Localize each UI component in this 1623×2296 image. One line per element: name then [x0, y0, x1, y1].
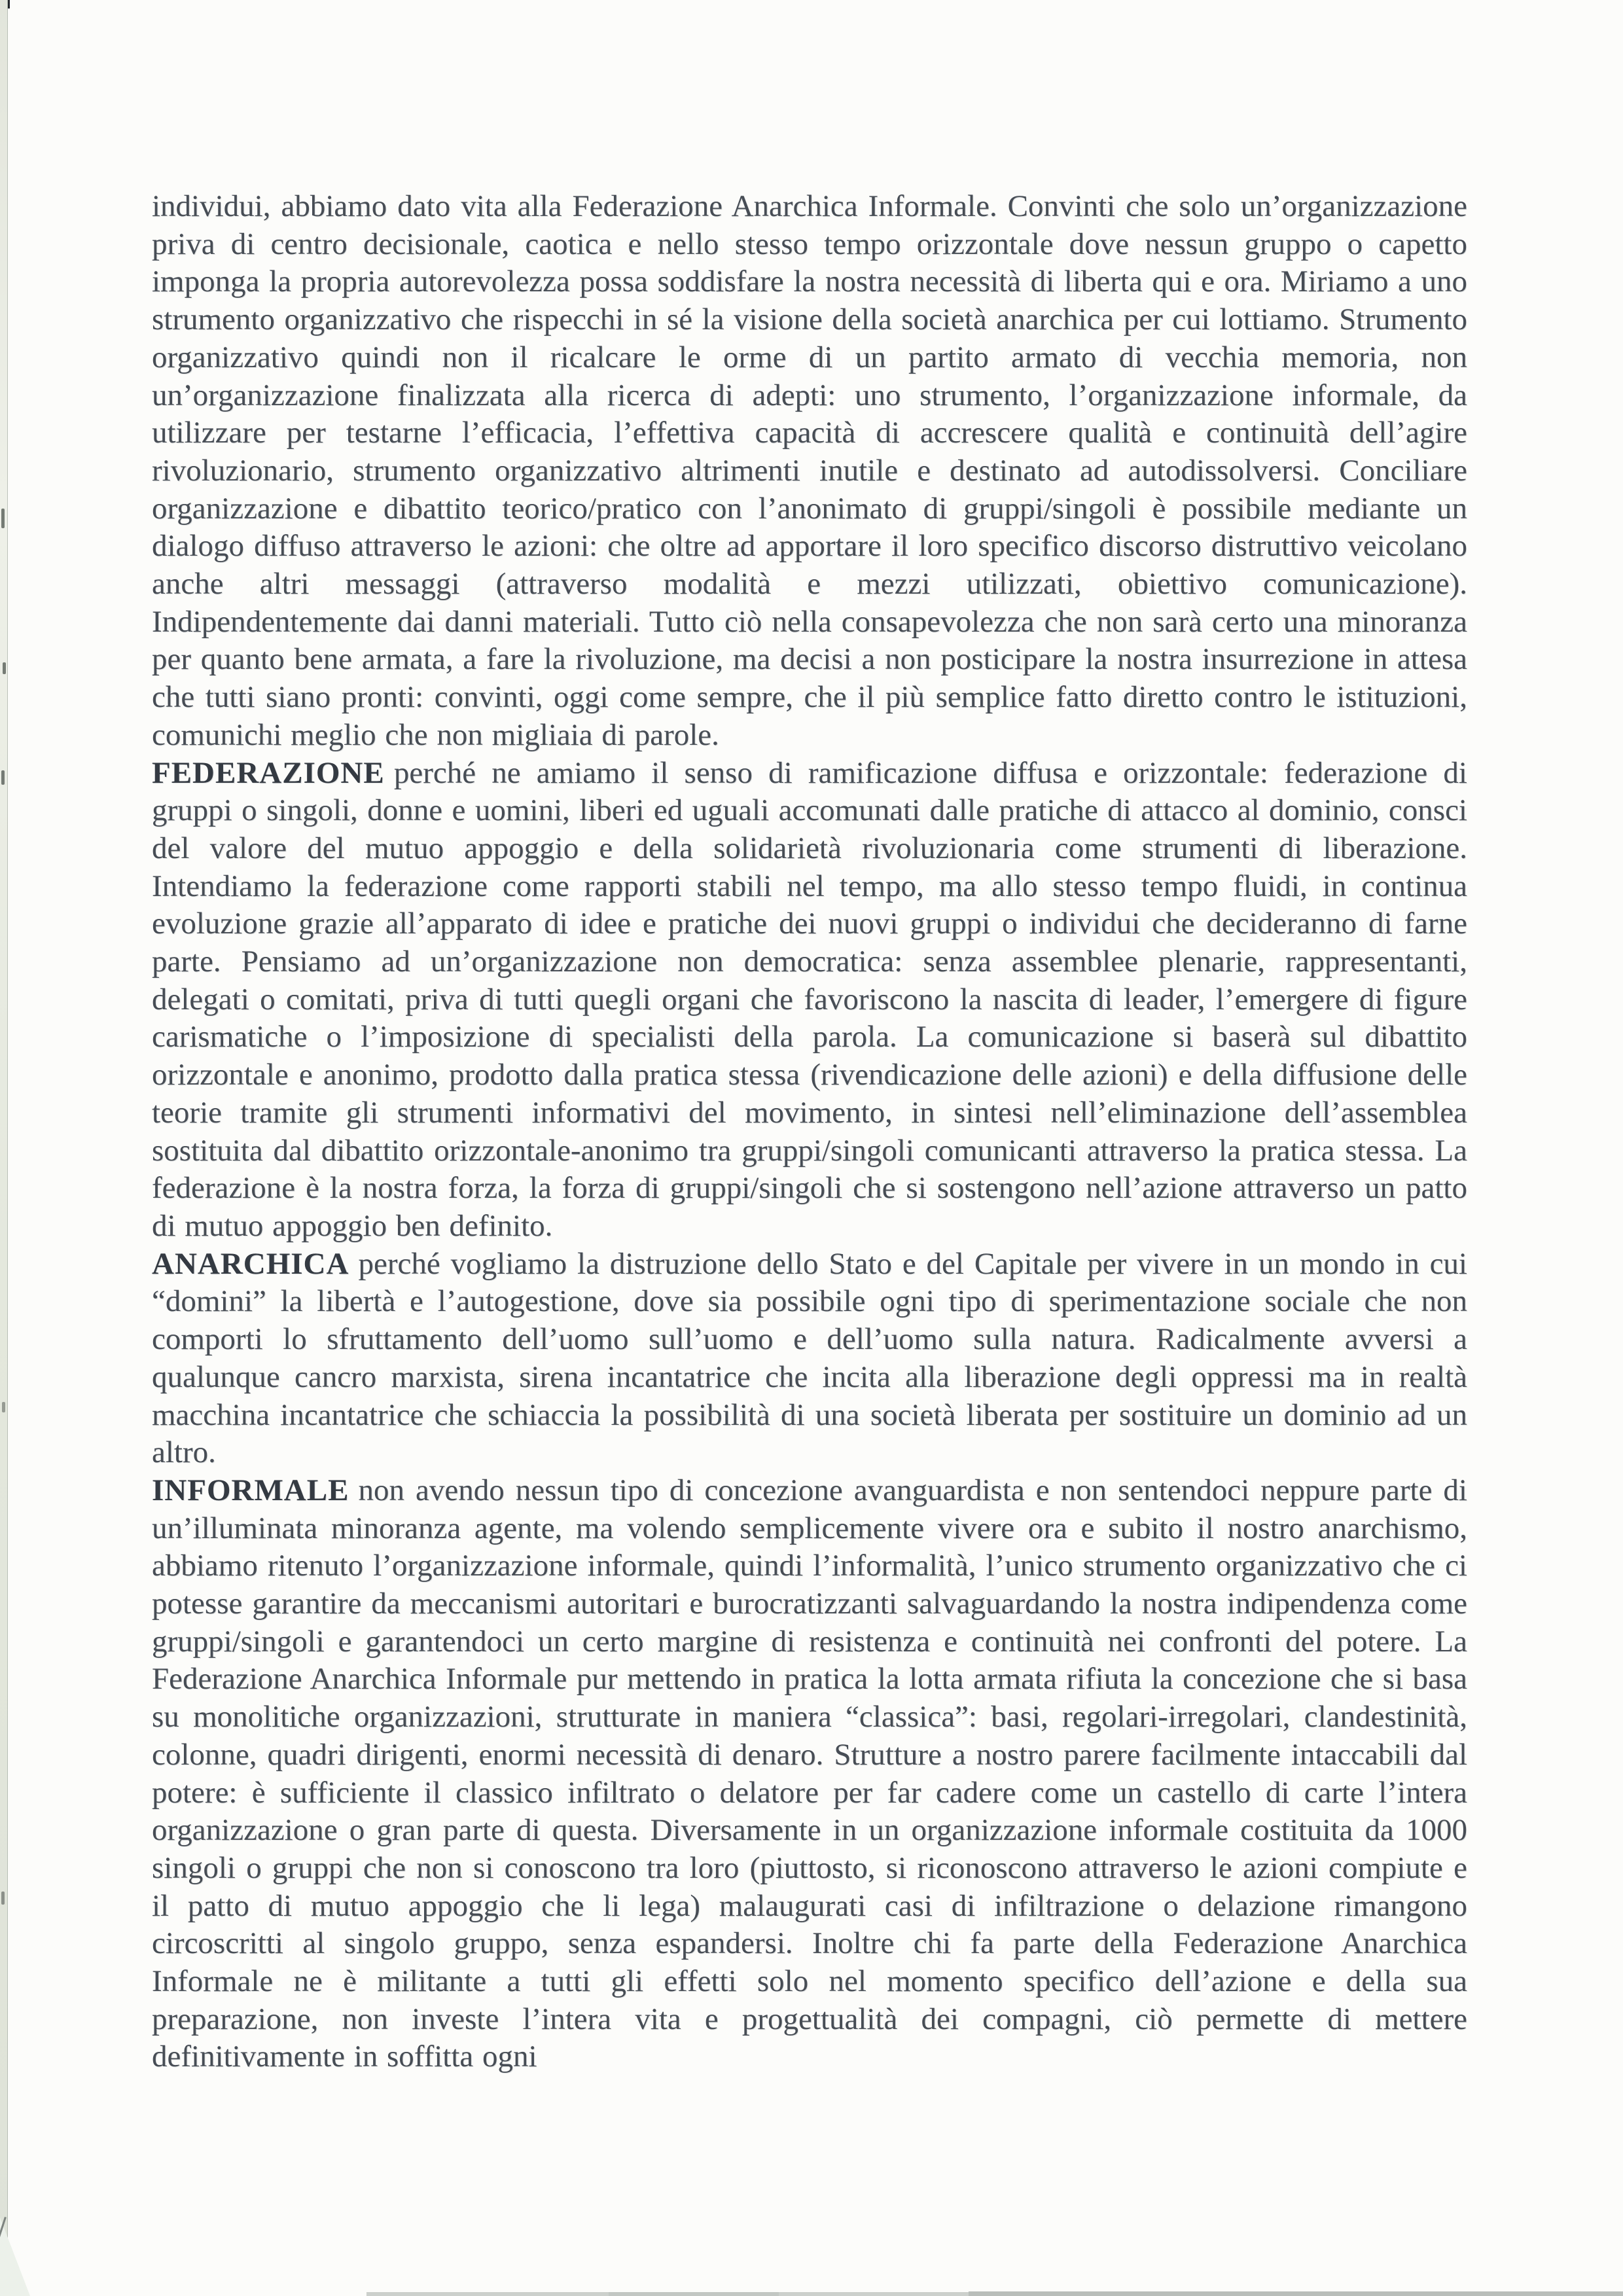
- scan-artifact-page-curl-fill: [0, 2217, 30, 2296]
- scan-speck: [3, 662, 6, 674]
- paragraph-lead-federazione: FEDERAZIONE: [152, 755, 385, 790]
- paragraph-text: perché vogliamo la distruzione dello Stato e del Capitale per vivere in un mondo in cui “domini” la libertà e l’autogestione, dove sia possibile ogni tipo di sperimentazione sociale che non comporti lo sfruttamento dell’uomo sull’uomo e dell’uomo sulla natura. Radicalmente avversi a qualunque cancro marxista, sirena incantatrice che incita alla liberazione degli oppressi ma in realtà macchina incantatrice che schiaccia la possibilità di una società liberata per sostituire un dominio ad un altro.: [152, 1246, 1467, 1470]
- paragraph-informale: [152, 1472, 1467, 2076]
- paragraph-anarchica: [152, 1246, 1467, 1472]
- paragraph-lead-anarchica: ANARCHICA: [152, 1246, 349, 1281]
- paragraph-federazione: [152, 755, 1467, 1246]
- paragraph-text: perché ne amiamo il senso di ramificazione diffusa e orizzontale: federazione di gruppi o singoli, donne e uomini, liberi ed uguali accomunati dalle pratiche di attacco al dominio, consci del valore del mutuo appoggio e della solidarietà rivoluzionaria come strumenti di liberazione. Intendiamo la federazione come rapporti stabili nel tempo, ma allo stesso tempo fluidi, in continua evoluzione grazie all’apparato di idee e pratiche dei nuovi gruppi o individui che decideranno di farne parte. Pensiamo ad un’organizzazione non democratica: senza assemblee plenarie, rappresentanti, delegati o comitati, priva di tutti quegli organi che favoriscono la nascita di leader, l’emergere di figure carismatiche o l’imposizione di specialisti della parola. La comunicazione si baserà sul dibattito orizzontale e anonimo, prodotto dalla pratica stessa (rivendicazione delle azioni) e della diffusione delle teorie tramite gli strumenti informativi del movimento, in sintesi nell’eliminazione dell’assemblea sostituita dal dibattito orizzontale-anonimo tra gruppi/singoli comunicanti attraverso la pratica stessa. La federazione è la nostra forza, la forza di gruppi/singoli che si sostengono nell’azione attraverso un patto di mutuo appoggio ben definito.: [152, 755, 1467, 1243]
- document-body: [152, 188, 1467, 2076]
- paragraph-text: non avendo nessun tipo di concezione avanguardista e non sentendoci neppure parte di un’illuminata minoranza agente, ma volendo semplicemente vivere ora e subito il nostro anarchismo, abbiamo ritenuto l’organizzazione informale, quindi l’informalità, l’unico strumento organizzativo che ci potesse garantire da meccanismi autoritari e burocratizzanti salvaguardando la nostra indipendenza come gruppi/singoli e garantendoci un certo margine di resistenza e continuità nei confronti del potere. La Federazione Anarchica Informale pur mettendo in pratica la lotta armata rifiuta la concezione che si basa su monolitiche organizzazioni, strutturate in maniera “classica”: basi, regolari-irregolari, clandestinità, colonne, quadri dirigenti, enormi necessità di denaro. Strutture a nostro parere facilmente intaccabili dal potere: è sufficiente il classico infiltrato o delatore per far cadere come un castello di carte l’intera organizzazione o gran parte di questa. Diversamente in un organizzazione informale costituita da 1000 singoli o gruppi che non si conoscono tra loro (piuttosto, si riconoscono attraverso le azioni compiute e il patto di mutuo appoggio che li lega) malaugurati casi di infiltrazione o delazione rimangono circoscritti al singolo gruppo, senza espandersi. Inoltre chi fa parte della Federazione Anarchica Informale ne è militante a tutti gli effetti solo nel momento specifico dell’azione e della sua preparazione, non investe l’intera vita e progettualità dei compagni, ciò permette di mettere definitivamente in soffitta ogni: [152, 1473, 1467, 2074]
- scan-speck: [1, 770, 5, 785]
- scan-artifact-left-edge-band: [0, 0, 8, 2296]
- scan-artifact-bottom-strip-mid: [609, 2292, 779, 2296]
- scan-speck: [1, 1892, 5, 1905]
- paragraph-text: individui, abbiamo dato vita alla Federazione Anarchica Informale. Convinti che solo un’organizzazione priva di centro decisionale, caotica e nello stesso tempo orizzontale dove nessun gruppo o capetto imponga la propria autorevolezza possa soddisfare la nostra necessità di liberta qui e ora. Miriamo a uno strumento organizzativo che rispecchi in sé la visione della società anarchica per cui lottiamo. Strumento organizzativo quindi non il ricalcare le orme di un partito armato di vecchia memoria, non un’organizzazione finalizzata alla ricerca di adepti: uno strumento, l’organizzazione informale, da utilizzare per testarne l’efficacia, l’effettiva capacità di accrescere qualità e continuità dell’agire rivoluzionario, strumento organizzativo altrimenti inutile e destinato ad autodissolversi. Conciliare organizzazione e dibattito teorico/pratico con l’anonimato di gruppi/singoli è possibile mediante un dialogo diffuso attraverso le azioni: che oltre ad apportare il loro specifico discorso distruttivo veicolano anche altri messaggi (attraverso modalità e mezzi utilizzati, obiettivo comunicazione). Indipendentemente dai danni materiali. Tutto ciò nella consapevolezza che non sarà certo una minoranza per quanto bene armata, a fare la rivoluzione, ma decisi a non posticipare la nostra insurrezione in attesa che tutti siano pronti: convinti, oggi come sempre, che il più semplice fatto diretto contro le istituzioni, comunichi meglio che non migliaia di parole.: [152, 189, 1467, 752]
- scan-speck: [1, 509, 5, 528]
- scan-artifact-bottom-strip-dark: [969, 2291, 1623, 2296]
- paragraph-continuation: [152, 188, 1467, 755]
- paragraph-lead-informale: INFORMALE: [152, 1473, 349, 1507]
- scan-speck: [2, 1402, 5, 1412]
